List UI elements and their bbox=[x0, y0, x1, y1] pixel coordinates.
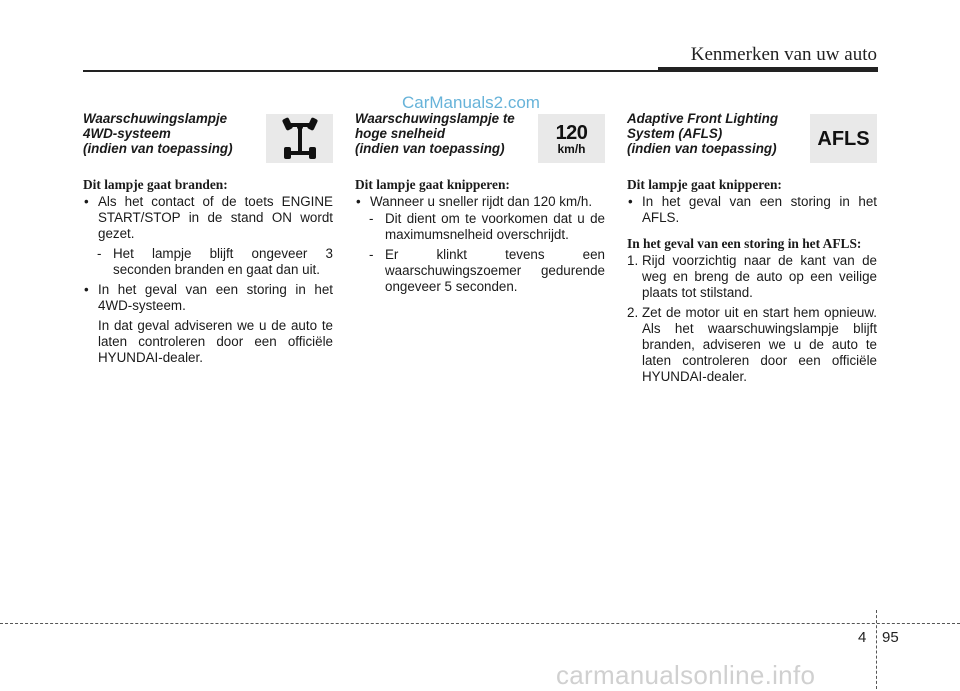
item-number: 1. bbox=[627, 253, 639, 268]
footer-dashed-rule bbox=[0, 623, 960, 624]
page-number: 95 bbox=[882, 629, 899, 646]
section-high-speed bbox=[355, 111, 605, 295]
speed-number: 120 bbox=[555, 121, 588, 144]
section-subhead: Dit lampje gaat knipperen: bbox=[627, 177, 782, 192]
page-header-title: Kenmerken van uw auto bbox=[690, 44, 877, 65]
numbered-item: 1. Rijd voorzichtig naar de kant van de weg en breng de auto op een veilige plaats tot stilstand. bbox=[627, 253, 877, 300]
section-subhead-2: In het geval van een storing in het AFLS: bbox=[627, 236, 862, 251]
carmanuals-watermark: CarManuals2.com bbox=[402, 93, 540, 112]
chapter-number: 4 bbox=[858, 629, 867, 646]
item-number: 2. bbox=[627, 305, 639, 320]
section-afls bbox=[627, 111, 877, 385]
bullet-dot: • bbox=[84, 282, 89, 297]
section-heading: Waarschuwingslampje te hoge snelheid (indien van toepassing) bbox=[355, 111, 515, 156]
bullet-item: • In het geval van een storing in het 4WD-systeem. bbox=[84, 282, 333, 313]
header-rule-thin bbox=[83, 70, 663, 72]
bullet-item: • In het geval van een storing in het AFLS. bbox=[628, 194, 877, 225]
speed-unit: km/h bbox=[557, 141, 586, 156]
dash-mark: - bbox=[369, 211, 374, 226]
dash-item: - Het lampje blijft ongeveer 3 seconden branden en gaat dan uit. bbox=[97, 246, 333, 277]
footer-vertical-dash bbox=[876, 610, 877, 689]
section-heading: Adaptive Front Lighting System (AFLS) (indien van toepassing) bbox=[627, 111, 778, 156]
bullet-dot: • bbox=[356, 194, 361, 209]
section-heading: Waarschuwingslampje 4WD-systeem (indien van toepassing) bbox=[83, 111, 233, 156]
dash-mark: - bbox=[97, 246, 102, 261]
afls-label: AFLS bbox=[817, 127, 870, 150]
numbered-item: 2. Zet de motor uit en start hem opnieuw. Als het waarschuwingslampje blijft branden, adviseren we u de auto te laten controleren door een officiële HYUNDAI-dealer. bbox=[627, 305, 877, 384]
dash-item: - Er klinkt tevens een waarschuwingszoemer gedurende ongeveer 5 seconden. bbox=[369, 247, 605, 294]
bullet-item: • Als het contact of de toets ENGINE START/STOP in de stand ON wordt gezet. bbox=[84, 194, 333, 241]
site-watermark: carmanualsonline.info bbox=[556, 660, 816, 690]
afls-icon bbox=[810, 114, 877, 163]
paragraph: In dat geval adviseren we u de auto te laten controleren door een officiële HYUNDAI-dealer. bbox=[98, 318, 333, 365]
header-rule-thick bbox=[658, 67, 878, 72]
bullet-dot: • bbox=[84, 194, 89, 209]
dash-mark: - bbox=[369, 247, 374, 262]
bullet-item: • Wanneer u sneller rijdt dan 120 km/h. bbox=[356, 194, 593, 209]
section-subhead: Dit lampje gaat branden: bbox=[83, 177, 228, 192]
speed-120-kmh-icon bbox=[538, 114, 605, 163]
dash-item: - Dit dient om te voorkomen dat u de maximumsnelheid overschrijdt. bbox=[369, 211, 605, 242]
4wd-drivetrain-icon bbox=[266, 114, 333, 163]
section-subhead: Dit lampje gaat knipperen: bbox=[355, 177, 510, 192]
bullet-dot: • bbox=[628, 194, 633, 209]
section-4wd bbox=[83, 111, 333, 366]
